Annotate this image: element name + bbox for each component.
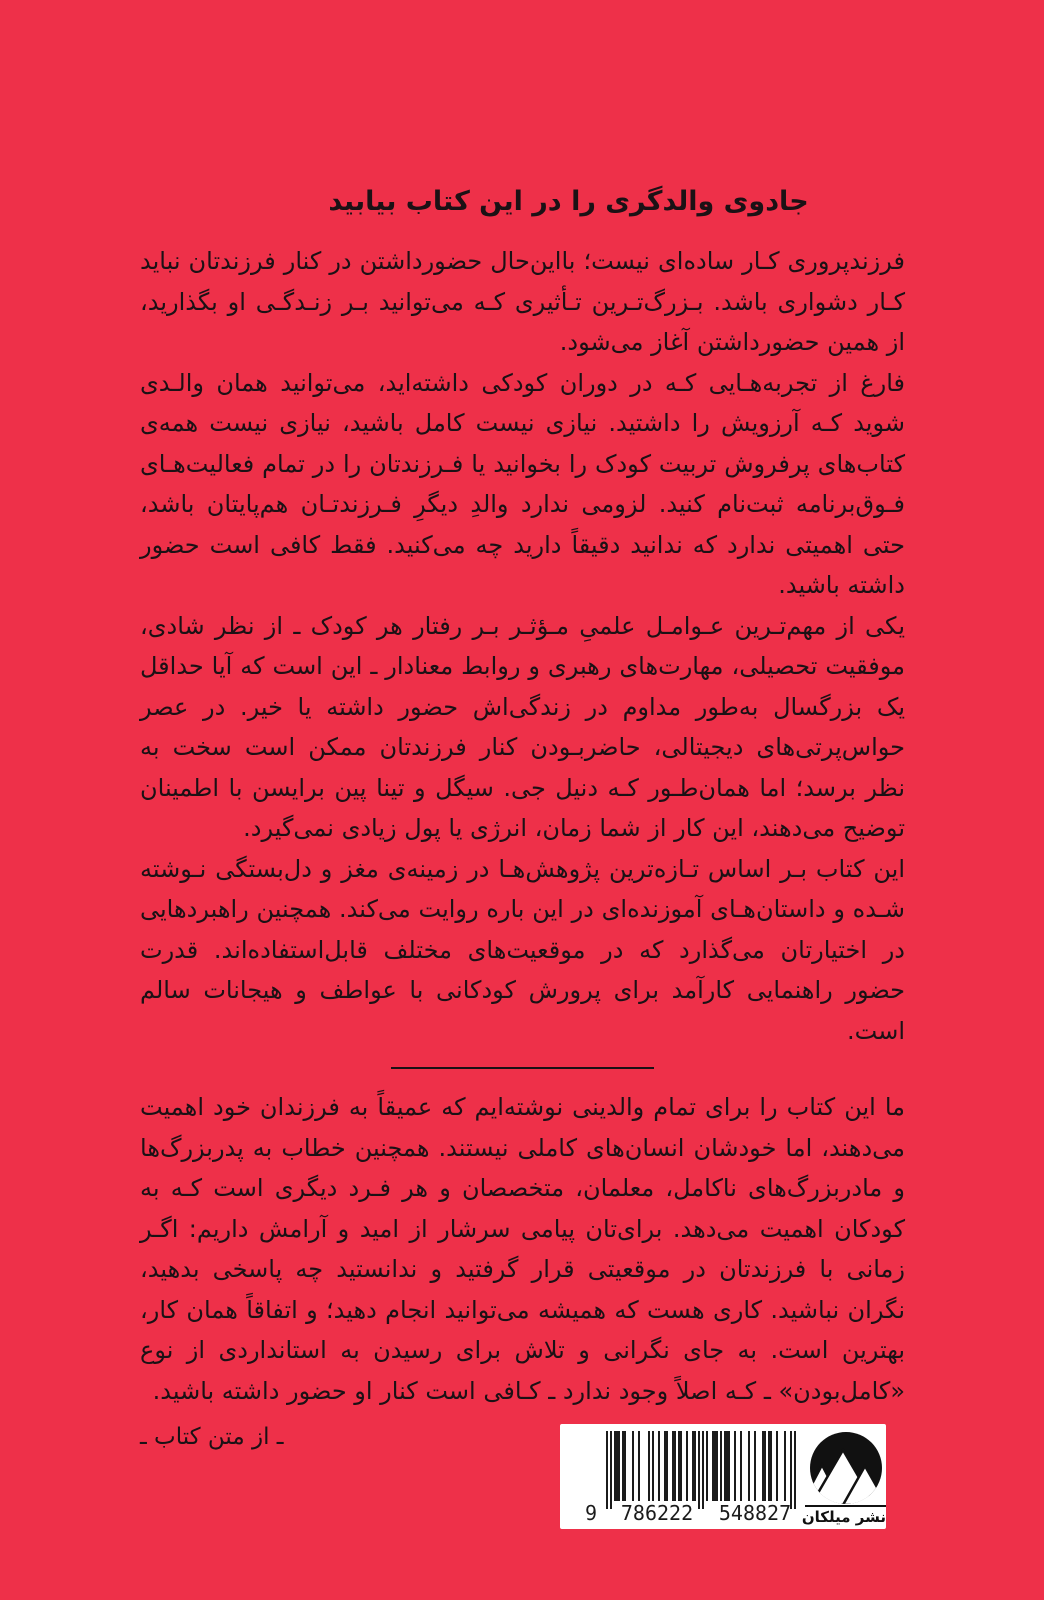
isbn-digit-group: 786222 <box>620 1501 694 1525</box>
body-paragraph: یکی از مهم‌تـرین عـوامـل علمیِ مـؤثـر بـر رفتار هر کودک ـ از نظر شادی، موفقیت تحصیلی، مهارت‌های رهبری و روابط معنادار ـ این است که آیا حداقل یک بزرگسال به‌طور مداوم در زندگی‌اش حضور داشته یا خیر. در عصر حواس‌پرتی‌های دیجیتالی، حاضربـودن کنار فرزندتان ممکن است سخت به نظر برسد؛ اما همان‌طـور کـه دنیل جی. سیگل و تینا پین برایسن با اطمینان توضیح می‌دهند، این کار از شما زمان، انرژی یا پول زیادی نمی‌گیرد. <box>140 611 905 842</box>
publisher-name: نشر میلکان <box>805 1505 886 1526</box>
body-paragraph: این کتاب بـر اساس تـازه‌ترین پژوهش‌هـا در زمینه‌ی مغز و دل‌بستگی نـوشته شـده و داستان‌هـای آموزنده‌ای در این باره روایت می‌کند. همچنین راهبردهایی در اختیارتان می‌گذارد که در موقعیت‌های مختلف قابل‌استفاده‌اند. قدرت حضور راهنمایی کارآمد برای پرورش کودکانی با عواطف و هیجانات سالم است. <box>140 854 905 1045</box>
section-divider <box>391 1067 654 1069</box>
body-paragraph: فرزندپروری کـار ساده‌ای نیست؛ بااین‌حال حضورداشتن در کنار فرزندتان نباید کـار دشواری باشد. بـزرگ‌تـرین تـأثیری کـه می‌توانید بـر زنـدگـی او بگذارید، از همین حضورداشتن آغاز می‌شود. <box>140 247 905 356</box>
isbn-digit-group: 548827 <box>718 1501 792 1525</box>
back-cover-text-block <box>140 186 905 1458</box>
back-cover-body <box>140 241 905 1411</box>
body-paragraph: فارغ از تجربه‌هـایی کـه در دوران کودکی داشته‌اید، می‌توانید همان والـدی شوید کـه آرزویش را داشتید. نیازی نیست کامل باشید، نیازی نیست همه‌ی کتاب‌های پرفروش تربیت کودک را بخوانید یا فـرزندتان را در تمام فعالیت‌هـای فـوق‌برنامه ثبت‌نام کنید. لزومی ندارد والدِ دیگرِ فـرزندتـان هم‌پایتان باشد، حتی اهمیتی ندارد که ندانید دقیقاً دارید چه می‌کنید. فقط کافی است حضور داشته باشید. <box>140 368 905 599</box>
mountain-logo-icon <box>809 1431 883 1505</box>
ean13-barcode <box>606 1431 796 1509</box>
body-paragraph: ما این کتاب را برای تمام والدینی نوشته‌ایم که عمیقاً به فرزندان خود اهمیت می‌دهند، اما خودشان انسان‌های کاملی نیستند. همچنین خطاب به پدربزرگ‌ها و مادربزرگ‌های ناکامل، معلمان، متخصصان و هر فـرد دیگری است کـه به کودکان اهمیت می‌دهد. برای‌تان پیامی سرشار از امید و آرامش داریم: اگـر زمانی با فرزندتان در موقعیتی قرار گرفتید و ندانستید چه پاسخی بدهید، نگران نباشید. کاری هست که همیشه می‌توانید انجام دهید؛ و اتفاقاً همان کار، بهترین است. به جای نگرانی و تلاش برای رسیدن به استانداردی از نوع «کامل‌بودن» ـ کـه اصلاً وجود ندارد ـ کـافی است کنار او حضور داشته باشید. <box>140 1093 905 1405</box>
isbn-digit-group: 9 <box>584 1501 598 1525</box>
back-cover-title: جادوی والدگری را در این کتاب بیابید <box>328 186 809 217</box>
quote-attribution: ـ از متن کتاب ـ <box>140 1424 284 1450</box>
isbn-barcode-plate <box>560 1424 886 1529</box>
